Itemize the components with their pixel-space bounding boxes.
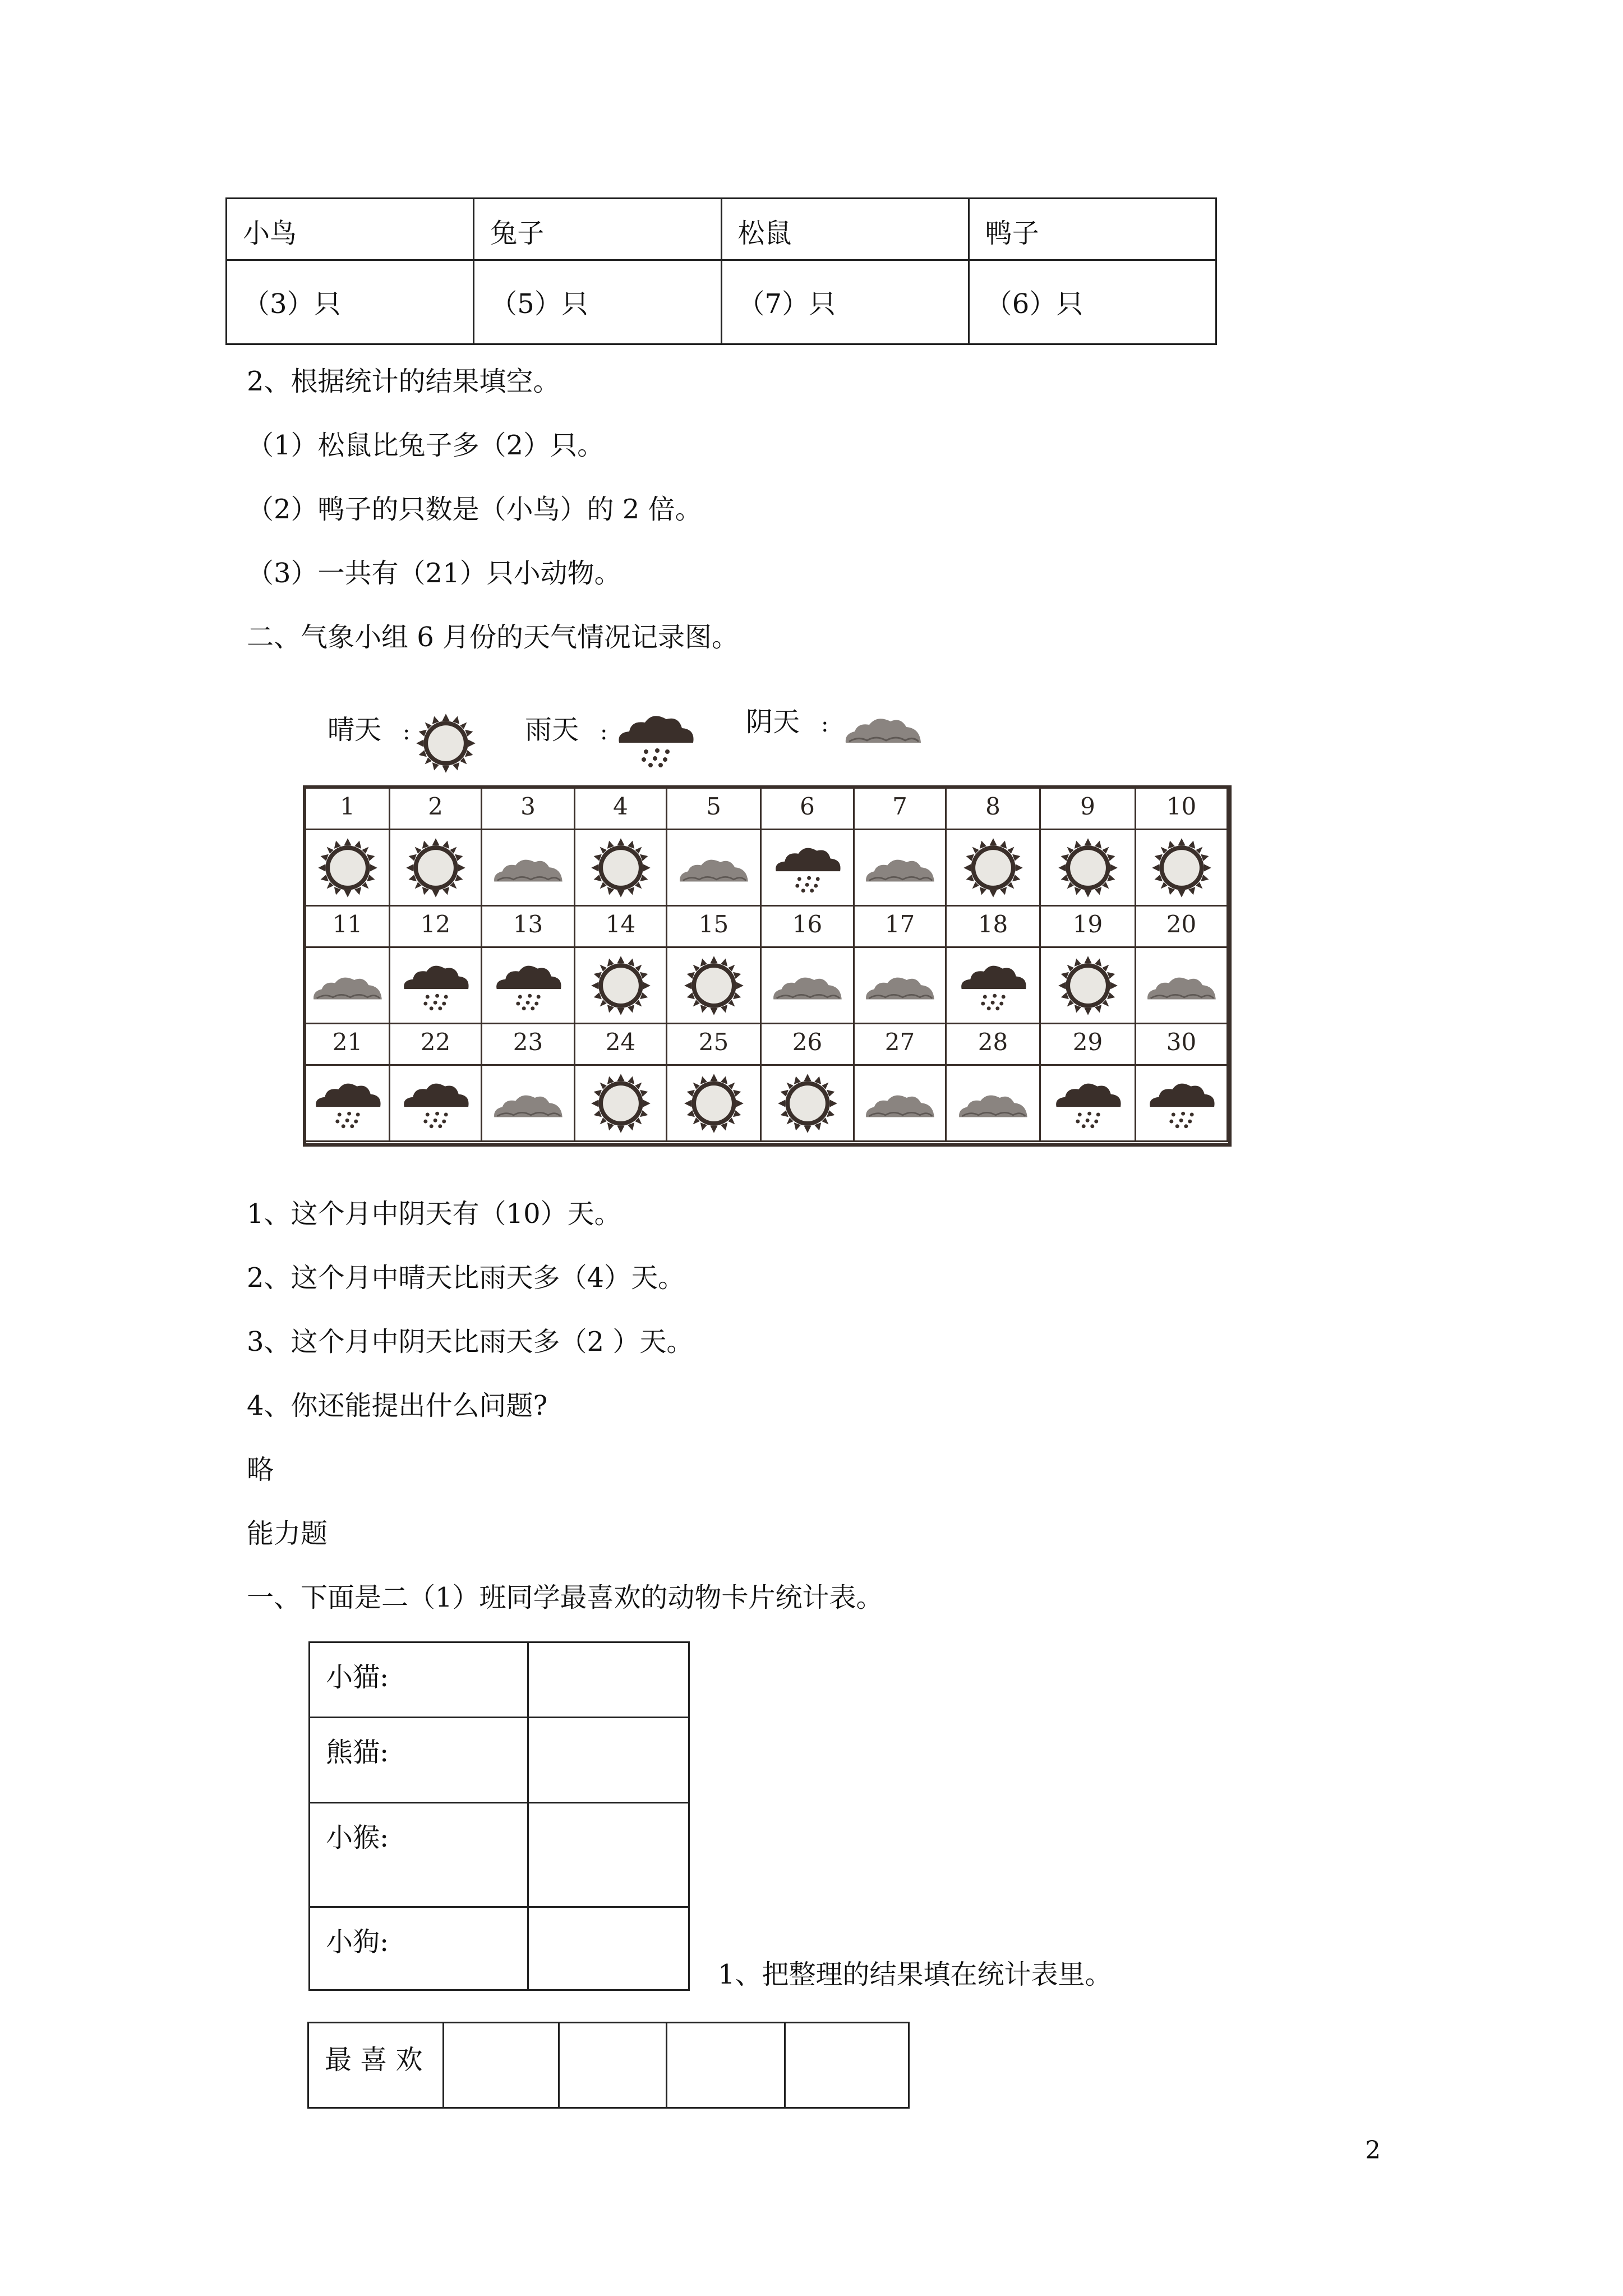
cloudy-icon	[482, 1066, 575, 1142]
day-number: 19	[1041, 907, 1136, 948]
day-number: 6	[762, 789, 855, 830]
day-number: 18	[947, 907, 1041, 948]
legend-cloudy-label: 阴天	[746, 706, 800, 738]
s2-question-1: 1、这个月中阴天有（10）天。	[247, 1198, 621, 1230]
s2-question-3: 3、这个月中阴天比雨天多（2 ）天。	[247, 1326, 694, 1358]
cell-dog-value	[528, 1907, 689, 1990]
legend-colon: :	[403, 719, 411, 745]
day-number: 24	[575, 1024, 667, 1066]
legend-rainy-label: 雨天	[525, 714, 579, 746]
favorite-summary-table	[307, 2022, 910, 2109]
day-number: 3	[482, 789, 575, 830]
day-number: 4	[575, 789, 667, 830]
legend-sunny-icon	[415, 712, 477, 776]
rainy-icon	[390, 948, 482, 1024]
cell-monkey-value	[528, 1803, 689, 1907]
s2-answer: 略	[247, 1454, 274, 1485]
day-number: 14	[575, 907, 667, 948]
value-squirrel: （7）只	[721, 260, 969, 344]
page-number: 2	[1365, 2136, 1381, 2165]
cell-panda-value	[528, 1718, 689, 1803]
rainy-icon	[482, 948, 575, 1024]
day-number: 9	[1041, 789, 1136, 830]
row-dog: 小狗:	[310, 1907, 528, 1990]
day-number: 30	[1136, 1024, 1228, 1066]
summary-cell-3	[666, 2023, 785, 2108]
ability-q1: 1、把整理的结果填在统计表里。	[718, 1959, 1112, 1990]
sunny-icon	[306, 830, 390, 907]
sunny-icon	[1041, 948, 1136, 1024]
cloudy-icon	[855, 1066, 947, 1142]
day-number: 27	[855, 1024, 947, 1066]
day-number: 16	[762, 907, 855, 948]
cloudy-icon	[762, 948, 855, 1024]
cloudy-icon	[855, 948, 947, 1024]
cloudy-icon	[667, 830, 762, 907]
day-number: 29	[1041, 1024, 1136, 1066]
day-number: 22	[390, 1024, 482, 1066]
header-bird: 小鸟	[227, 199, 474, 260]
sunny-icon	[575, 1066, 667, 1142]
day-number: 2	[390, 789, 482, 830]
cloudy-icon	[1136, 948, 1228, 1024]
cloudy-icon	[855, 830, 947, 907]
s2-question-4: 4、你还能提出什么问题?	[247, 1390, 548, 1421]
q2-item-1: （1）松鼠比兔子多（2）只。	[247, 430, 605, 461]
row-monkey: 小猴:	[310, 1803, 528, 1907]
legend-cloudy-icon	[841, 708, 925, 749]
legend-colon: :	[821, 711, 829, 737]
q2-item-2: （2）鸭子的只数是（小鸟）的 2 倍。	[247, 494, 702, 525]
day-number: 21	[306, 1024, 390, 1066]
row-cat: 小猫:	[310, 1642, 528, 1718]
header-duck: 鸭子	[969, 199, 1216, 260]
sunny-icon	[762, 1066, 855, 1142]
legend-sunny-label: 晴天	[328, 714, 382, 746]
day-number: 25	[667, 1024, 762, 1066]
sunny-icon	[1136, 830, 1228, 907]
day-number: 28	[947, 1024, 1041, 1066]
summary-cell-2	[559, 2023, 666, 2108]
cloudy-icon	[306, 948, 390, 1024]
day-number: 15	[667, 907, 762, 948]
day-number: 17	[855, 907, 947, 948]
day-number: 7	[855, 789, 947, 830]
value-rabbit: （5）只	[474, 260, 721, 344]
sunny-icon	[667, 948, 762, 1024]
ability-heading: 能力题	[247, 1518, 328, 1549]
day-number: 1	[306, 789, 390, 830]
sunny-icon	[947, 830, 1041, 907]
q2-intro: 2、根据统计的结果填空。	[247, 366, 560, 397]
rainy-icon	[1041, 1066, 1136, 1142]
rainy-icon	[1136, 1066, 1228, 1142]
legend-rainy-icon	[614, 708, 698, 772]
cloudy-icon	[947, 1066, 1041, 1142]
cloudy-icon	[482, 830, 575, 907]
sunny-icon	[575, 948, 667, 1024]
day-number: 12	[390, 907, 482, 948]
summary-cell-1	[444, 2023, 559, 2108]
summary-label: 最 喜 欢	[308, 2023, 444, 2108]
summary-cell-4	[785, 2023, 909, 2108]
day-number: 23	[482, 1024, 575, 1066]
day-number: 11	[306, 907, 390, 948]
day-number: 13	[482, 907, 575, 948]
value-duck: （6）只	[969, 260, 1216, 344]
s2-question-2: 2、这个月中晴天比雨天多（4）天。	[247, 1262, 685, 1294]
legend-colon: :	[600, 719, 608, 745]
ability-title: 一、下面是二（1）班同学最喜欢的动物卡片统计表。	[247, 1582, 883, 1613]
header-rabbit: 兔子	[474, 199, 721, 260]
day-number: 20	[1136, 907, 1228, 948]
sunny-icon	[575, 830, 667, 907]
rainy-icon	[390, 1066, 482, 1142]
day-number: 10	[1136, 789, 1228, 830]
q2-item-3: （3）一共有（21）只小动物。	[247, 558, 621, 589]
cell-cat-value	[528, 1642, 689, 1718]
rainy-icon	[762, 830, 855, 907]
sunny-icon	[390, 830, 482, 907]
value-bird: （3）只	[227, 260, 474, 344]
row-panda: 熊猫:	[310, 1718, 528, 1803]
rainy-icon	[306, 1066, 390, 1142]
favorite-animal-table	[308, 1641, 690, 1991]
sunny-icon	[1041, 830, 1136, 907]
day-number: 26	[762, 1024, 855, 1066]
rainy-icon	[947, 948, 1041, 1024]
animal-count-table	[225, 197, 1217, 345]
day-number: 5	[667, 789, 762, 830]
header-squirrel: 松鼠	[721, 199, 969, 260]
weather-calendar	[303, 785, 1232, 1147]
sunny-icon	[667, 1066, 762, 1142]
day-number: 8	[947, 789, 1041, 830]
section2-title: 二、气象小组 6 月份的天气情况记录图。	[247, 622, 739, 653]
